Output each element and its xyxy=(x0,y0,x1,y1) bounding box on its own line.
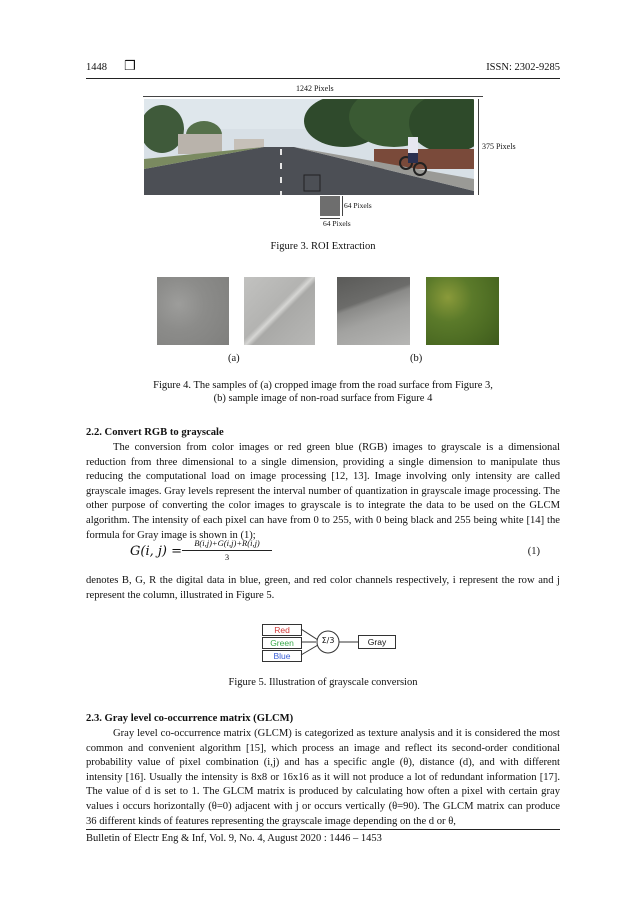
equation-lhs: G(i, j) = xyxy=(130,544,183,559)
sample-road-1 xyxy=(157,277,229,345)
green-channel-box: Green xyxy=(262,637,302,649)
blue-channel-box: Blue xyxy=(262,650,302,662)
figure-4-caption-line1: Figure 4. The samples of (a) cropped image from the road surface from Figure 3, xyxy=(153,380,493,391)
figure-3-caption: Figure 3. ROI Extraction xyxy=(270,241,376,252)
section-2-3-paragraph: Gray level co-occurrence matrix (GLCM) is categorized as texture analysis and it is considered the most common and convenient algorithm [15], which process an image and reflect its second-order conditional probability value of pixel combination (i,j) and has a specific angle (θ), distance (d), and with different intensity [16]. Usually the intensity is 8x8 or 16x16 as it will not produce a lot of redundant information [17]. The value of d is set to 1. The GLCM matrix is produced by calculating how often a pixel with certain gray values i occurs horizontally (θ=0) adjacent with j or occurs vertically (θ=90). The GLCM matrix can produce 36 different kinds of features representing the grayscale image depending on the d or θ, xyxy=(86,728,560,827)
equation-fraction-bar xyxy=(182,550,272,551)
section-2-2-paragraph: The conversion from color images or red green blue (RGB) images to grayscale is a dimensional reduction from three dimensional to a single dimension, providing a single dimension to manipulate thus reducing the computational load on image processing [12, 13]. Image involving only intensity are called grayscale images. Gray levels represent the interval number of quantization in grayscale image processing. The other purpose of converting the color images to grayscale is to integrate the data to be used on the GLCM algorithm. The intensity of each pixel can have from 0 to 255, with 0 being black and 255 being white [14] the formula for Gray image is shown in (1); xyxy=(86,442,560,541)
figure-5 xyxy=(260,622,400,664)
sum-divide-operator: Σ/3 xyxy=(321,636,335,645)
sample-road-2 xyxy=(244,277,315,345)
figure-3 xyxy=(140,84,520,234)
section-2-2-heading: 2.2. Convert RGB to grayscale xyxy=(86,427,224,438)
roi-width-label: 64 Pixels xyxy=(323,219,351,228)
page-number: 1448 xyxy=(86,62,107,73)
issn: ISSN: 2302-9285 xyxy=(486,62,560,73)
roi-patch xyxy=(320,196,340,216)
after-equation-text: denotes B, G, R the digital data in blue, green, and red color channels respectively, i represent the row and j represent the column, illustrated in Figure 5. xyxy=(86,575,560,601)
footer-rule xyxy=(86,829,560,830)
sample-nonroad-2 xyxy=(426,277,499,345)
footer-citation: Bulletin of Electr Eng & Inf, Vol. 9, No. 4, August 2020 : 1446 – 1453 xyxy=(86,833,382,844)
figure-4-caption-line2: (b) sample image of non-road surface from Figure 4 xyxy=(213,393,433,404)
label-b: (b) xyxy=(410,353,423,364)
street-photo-svg xyxy=(144,99,474,195)
equation-1 xyxy=(86,538,560,568)
header-rule xyxy=(86,78,560,79)
width-dimension-line xyxy=(143,96,483,97)
gray-output-box: Gray xyxy=(358,635,396,649)
header-symbol: ❒ xyxy=(124,59,136,74)
street-photo xyxy=(144,99,474,195)
height-label: 375 Pixels xyxy=(482,142,516,151)
roi-height-line xyxy=(342,196,343,216)
label-a: (a) xyxy=(228,353,240,364)
equation-denominator: 3 xyxy=(224,552,230,562)
equation-numerator: B(i,j)+G(i,j)+R(i,j) xyxy=(194,538,260,548)
width-label: 1242 Pixels xyxy=(296,84,334,93)
figure-5-caption: Figure 5. Illustration of grayscale conversion xyxy=(228,677,418,688)
height-dimension-line xyxy=(478,99,479,195)
equation-number: (1) xyxy=(527,546,540,557)
section-2-3-heading: 2.3. Gray level co-occurrence matrix (GLCM) xyxy=(86,713,294,724)
red-channel-box: Red xyxy=(262,624,302,636)
sample-nonroad-1 xyxy=(337,277,410,345)
roi-height-label: 64 Pixels xyxy=(344,201,372,210)
